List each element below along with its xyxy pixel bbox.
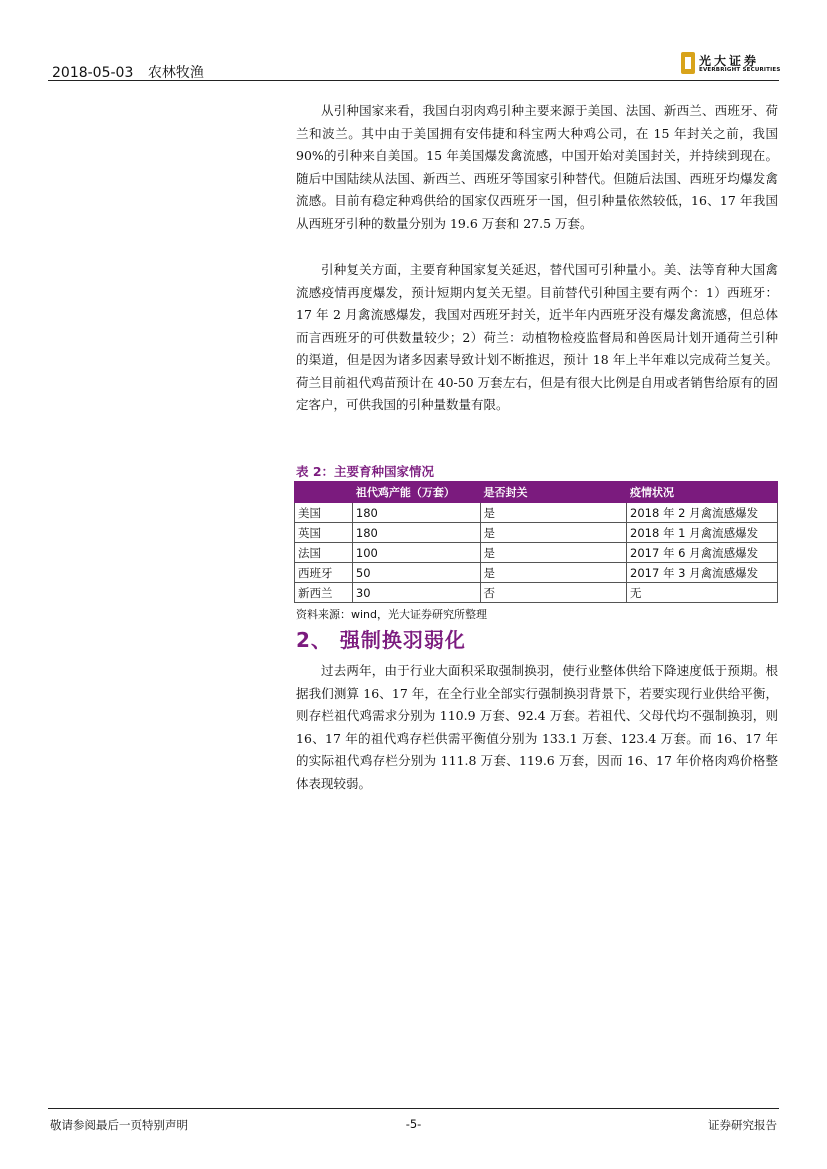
table-cell: 西班牙: [295, 563, 353, 583]
logo-text-en: EVERBRIGHT SECURITIES: [699, 67, 781, 73]
company-logo: [681, 52, 781, 78]
table-cell: 2017 年 3 月禽流感爆发: [627, 563, 778, 583]
table-cell: 2018 年 1 月禽流感爆发: [627, 523, 778, 543]
table-cell: 美国: [295, 503, 353, 523]
breeding-country-table: [294, 481, 778, 603]
table-cell: 是: [480, 563, 627, 583]
table-cell: 是: [480, 503, 627, 523]
table-cell: 是: [480, 523, 627, 543]
section-heading: 2、 强制换羽弱化: [296, 628, 466, 652]
table-header-cell: 疫情状况: [627, 482, 778, 503]
table-row: [295, 543, 778, 563]
table-cell: 否: [480, 583, 627, 603]
table-cell: 法国: [295, 543, 353, 563]
table-row: [295, 503, 778, 523]
body-paragraph-1: 从引种国家来看，我国白羽肉鸡引种主要来源于美国、法国、新西兰、西班牙、荷兰和波兰。其中由于美国拥有安伟捷和科宝两大种鸡公司，在 15 年封关之前，我国 90%的引种来自美国。15 年美国爆发禽流感，中国开始对美国封关，并持续到现在。随后中国陆续从法国、新西兰、西班牙等国家引种替代。但随后法国、西班牙均爆发禽流感。目前有稳定种鸡供给的国家仅西班牙一国，但引种量依然较低，16、17 年我国从西班牙引种的数量分别为 19.6 万套和 27.5 万套。: [296, 103, 778, 231]
table-cell: 是: [480, 543, 627, 563]
table-cell: 100: [352, 543, 480, 563]
table-cell: 180: [352, 523, 480, 543]
table-cell: 30: [352, 583, 480, 603]
table-cell: 无: [627, 583, 778, 603]
table-cell: 英国: [295, 523, 353, 543]
footer-report-type: 证券研究报告: [708, 1118, 777, 1132]
logo-mark-icon: [681, 52, 695, 74]
header-info: [52, 62, 214, 82]
table-row: [295, 563, 778, 583]
table-cell: 2017 年 6 月禽流感爆发: [627, 543, 778, 563]
table-header-cell: [295, 482, 353, 503]
table-title: 表 2：主要育种国家情况: [296, 464, 435, 479]
logo-text-cn: 光大证券: [699, 54, 760, 68]
table-header-row: [295, 482, 778, 503]
report-date: 2018-05-03: [52, 65, 134, 81]
page-footer: [48, 1108, 779, 1139]
table-header-cell: 是否封关: [480, 482, 627, 503]
table-row: [295, 583, 778, 603]
table-row: [295, 523, 778, 543]
table-cell: 新西兰: [295, 583, 353, 603]
page-header: [48, 48, 779, 81]
page-number: -5-: [405, 1117, 422, 1131]
footer-disclaimer: 敬请参阅最后一页特别声明: [50, 1118, 188, 1132]
table-header-cell: 祖代鸡产能（万套）: [352, 482, 480, 503]
body-paragraph-2: 引种复关方面，主要育种国家复关延迟，替代国可引种量小。美、法等育种大国禽流感疫情再度爆发，预计短期内复关无望。目前替代引种国主要有两个：1）西班牙：17 年 2 月禽流感爆发，我国对西班牙封关，近半年内西班牙没有爆发禽流感，但总体而言西班牙的可供数量较少；2）荷兰：动植物检疫监督局和兽医局计划开通荷兰引种的渠道，但是因为诸多因素导致计划不断推迟，预计 18 年上半年难以完成荷兰复关。荷兰目前祖代鸡苗预计在 40-50 万套左右，但是有很大比例是自用或者销售给原有的固定客户，可供我国的引种量数量有限。: [296, 262, 778, 412]
table-cell: 50: [352, 563, 480, 583]
body-paragraph-3: 过去两年，由于行业大面积采取强制换羽，使行业整体供给下降速度低于预期。根据我们测算 16、17 年，在全行业全部实行强制换羽背景下，若要实现行业供给平衡，则存栏祖代鸡需求分别为 110.9 万套、92.4 万套。若祖代、父母代均不强制换羽，则 16、17 年的祖代鸡存栏供需平衡值分别为 133.1 万套、123.4 万套。而 16、17 年的实际祖代鸡存栏分别为 111.8 万套、119.6 万套，因而 16、17 年价格肉鸡价格整体表现较弱。: [296, 663, 778, 791]
table-source-note: 资料来源：wind，光大证券研究所整理: [296, 608, 488, 621]
report-sector: 农林牧渔: [147, 65, 204, 81]
table-cell: 180: [352, 503, 480, 523]
table-cell: 2018 年 2 月禽流感爆发: [627, 503, 778, 523]
